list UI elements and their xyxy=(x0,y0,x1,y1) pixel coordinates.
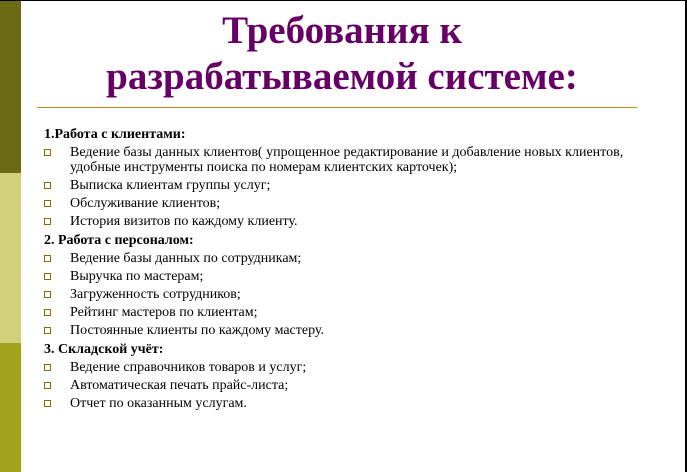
slide-content xyxy=(44,126,644,414)
list-item-text: Постоянные клиенты по каждому мастеру. xyxy=(70,323,325,338)
hollow-square-bullet-icon xyxy=(44,309,51,316)
slide-frame-top xyxy=(0,0,687,1)
slide-title xyxy=(22,8,662,100)
list-item-text: Ведение базы данных клиентов( упрощенное редактирование и добавление новых клиентов, удобные инструменты поиска по номерам клиентских карточек); xyxy=(70,145,624,175)
hollow-square-bullet-icon xyxy=(44,400,51,407)
list-item-text: Загруженность сотрудников; xyxy=(70,287,241,302)
list-item-text: Ведение базы данных по сотрудникам; xyxy=(70,251,302,266)
list-item-text: История визитов по каждому клиенту. xyxy=(70,214,298,229)
hollow-square-bullet-icon xyxy=(44,149,51,156)
slide-title-line-2: разрабатываемой системе: xyxy=(106,55,578,98)
hollow-square-bullet-icon xyxy=(44,182,51,189)
slide-title-line-1: Требования к xyxy=(222,9,462,52)
list-item-text: Отчет по оказанным услугам. xyxy=(70,396,247,411)
section-heading-staff: 2. Работа с персоналом: xyxy=(44,233,194,248)
list-item xyxy=(44,251,644,266)
hollow-square-bullet-icon xyxy=(44,327,51,334)
hollow-square-bullet-icon xyxy=(44,382,51,389)
list-item xyxy=(44,269,644,284)
list-item-text: Выписка клиентам группы услуг; xyxy=(70,178,271,193)
list-item xyxy=(44,378,644,393)
side-stripe-light xyxy=(0,173,21,343)
list-item xyxy=(44,287,644,302)
list-item xyxy=(44,360,644,375)
hollow-square-bullet-icon xyxy=(44,273,51,280)
side-stripe-dark xyxy=(0,1,21,173)
list-item xyxy=(44,214,644,229)
section-list-staff xyxy=(44,251,644,338)
hollow-square-bullet-icon xyxy=(44,364,51,371)
section-list-clients xyxy=(44,145,644,229)
list-item-text: Рейтинг мастеров по клиентам; xyxy=(70,305,258,320)
section-heading-clients: 1.Работа с клиентами: xyxy=(44,127,186,142)
list-item xyxy=(44,305,644,320)
list-item xyxy=(44,323,644,338)
list-item-text: Обслуживание клиентов; xyxy=(70,196,221,211)
list-item-text: Автоматическая печать прайс-листа; xyxy=(70,378,289,393)
side-stripe-mid xyxy=(0,343,21,472)
section-list-warehouse xyxy=(44,360,644,411)
hollow-square-bullet-icon xyxy=(44,291,51,298)
hollow-square-bullet-icon xyxy=(44,255,51,262)
hollow-square-bullet-icon xyxy=(44,218,51,225)
list-item-text: Ведение справочников товаров и услуг; xyxy=(70,360,307,375)
list-item-text: Выручка по мастерам; xyxy=(70,269,204,284)
hollow-square-bullet-icon xyxy=(44,200,51,207)
list-item xyxy=(44,396,644,411)
section-heading-warehouse: 3. Складской учёт: xyxy=(44,342,164,357)
list-item xyxy=(44,145,644,175)
list-item xyxy=(44,196,644,211)
title-divider xyxy=(37,107,637,108)
list-item xyxy=(44,178,644,193)
